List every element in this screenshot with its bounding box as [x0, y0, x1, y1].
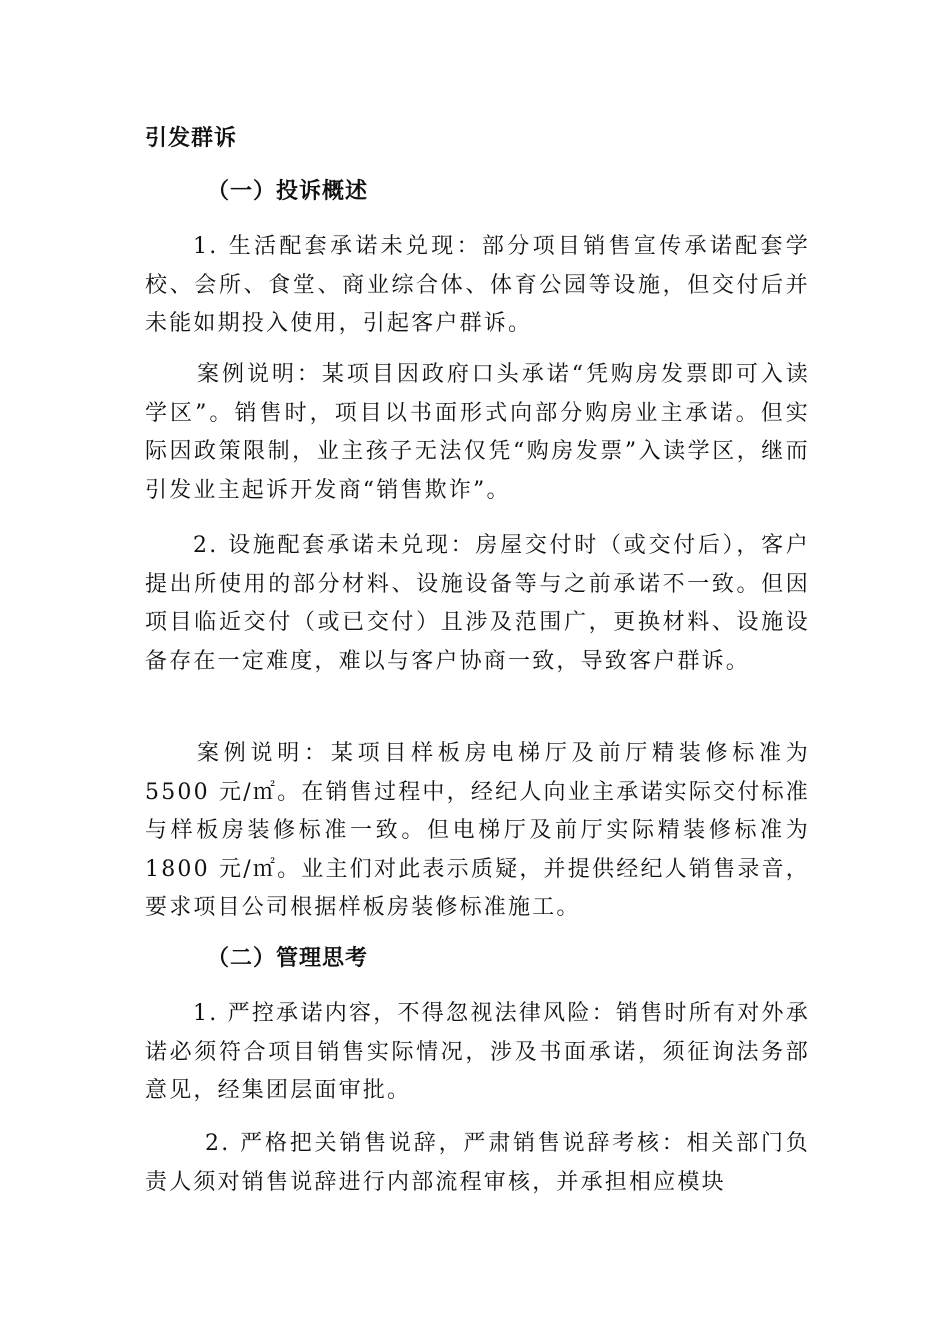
paragraph-equipment-facilities: 2. 设施配套承诺未兑现：房屋交付时（或交付后），客户提出所使用的部分材料、设施设备等与之前承诺不一致。但因项目临近交付（或已交付）且涉及范围广，更换材料、设施设备存在一定难度，难以与客户协商一致，导致客户群诉。 — [145, 533, 810, 674]
paragraph-control-commitments: 1. 严控承诺内容，不得忽视法律风险：销售时所有对外承诺必须符合项目销售实际情况，涉及书面承诺，须征询法务部意见，经集团层面审批。 — [145, 1001, 810, 1103]
paragraph-case-decoration-standard: 案例说明：某项目样板房电梯厅及前厅精装修标准为5500 元/㎡。在销售过程中，经纪人向业主承诺实际交付标准与样板房装修标准一致。但电梯厅及前厅实际精装修标准为1800 元/㎡。业主们对此表示质疑，并提供经纪人销售录音，要求项目公司根据样板房装修标准施工。 — [145, 741, 810, 920]
subsection-heading-complaint-overview: （一）投诉概述 — [207, 179, 369, 204]
paragraph-case-school-district: 案例说明：某项目因政府口头承诺“凭购房发票即可入读学区”。销售时，项目以书面形式向部分购房业主承诺。但实际因政策限制，业主孩子无法仅凭“购房发票”入读学区，继而引发业主起诉开发商“销售欺诈”。 — [145, 362, 810, 503]
paragraph-sales-scripts: 2. 严格把关销售说辞，严肃销售说辞考核：相关部门负责人须对销售说辞进行内部流程审核，并承担相应模块 — [145, 1131, 810, 1195]
paragraph-living-facilities: 1. 生活配套承诺未兑现：部分项目销售宣传承诺配套学校、会所、食堂、商业综合体、体育公园等设施，但交付后并未能如期投入使用，引起客户群诉。 — [145, 234, 810, 336]
subsection-heading-management-thinking: （二）管理思考 — [207, 946, 369, 971]
section-title: 引发群诉 — [145, 126, 238, 151]
